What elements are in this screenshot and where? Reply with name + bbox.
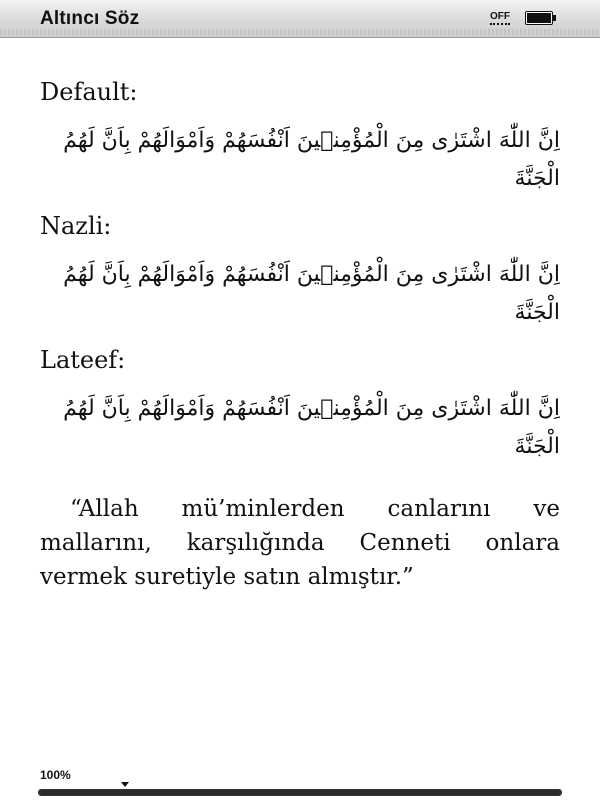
turkish-translation: “Allah mü’minlerden canlarını ve mallarını, karşılığında Cenneti onlara vermek suretiyle satın almıştır.”	[40, 496, 560, 590]
arabic-verse-nazli: اِنَّ اللّٰهَ اشْتَرٰى مِنَ الْمُؤْمِنٖينَ اَنْفُسَهُمْ وَاَمْوَالَهُمْ بِاَنَّ لَهُمُ الْجَنَّةَ	[63, 262, 560, 325]
font-sample-nazli	[40, 210, 560, 326]
arabic-verse-lateef: اِنَّ اللّٰهَ اشْتَرٰى مِنَ الْمُؤْمِنٖينَ اَنْفُسَهُمْ وَاَمْوَالَهُمْ بِاَنَّ لَهُمُ الْجَنَّةَ	[63, 396, 560, 459]
status-bar	[0, 0, 600, 38]
arabic-verse-default: اِنَّ اللّٰهَ اشْتَرٰى مِنَ الْمُؤْمِنٖينَ اَنْفُسَهُمْ وَاَمْوَالَهُمْ بِاَنَّ لَهُمُ الْجَنَّةَ	[63, 128, 560, 191]
reading-progress-bar[interactable]	[38, 789, 562, 796]
font-sample-default	[40, 76, 560, 192]
font-label-default: Default:	[40, 78, 138, 106]
wireless-off-icon: OFF	[490, 12, 510, 25]
progress-fill	[39, 790, 561, 795]
font-sample-lateef	[40, 344, 560, 460]
battery-icon	[525, 11, 556, 25]
font-label-lateef: Lateef:	[40, 346, 126, 374]
font-label-nazli: Nazli:	[40, 212, 112, 240]
book-title: Altıncı Söz	[40, 8, 140, 29]
reading-content[interactable]	[40, 76, 560, 617]
progress-percent: 100%	[40, 768, 71, 782]
location-marker-icon	[121, 782, 129, 787]
